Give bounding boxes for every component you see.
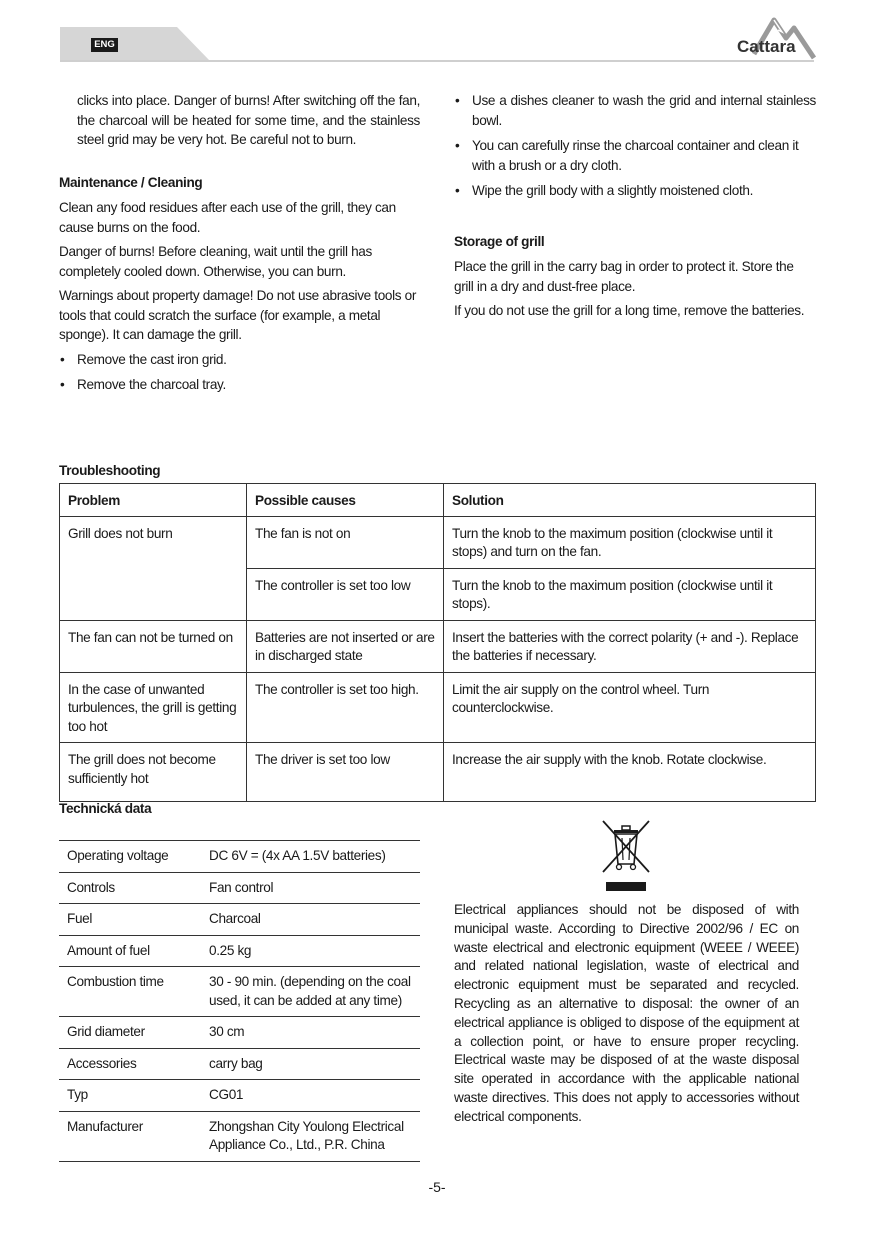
table-row: [59, 904, 420, 936]
header-rule: [60, 60, 814, 62]
spec-label: Operating voltage: [59, 841, 201, 873]
table-header-row: [60, 484, 816, 517]
header-band: [60, 27, 210, 61]
left-column: [59, 91, 420, 395]
language-badge: ENG: [91, 38, 118, 52]
maintenance-paragraph-1: Clean any food residues after each use of the grill, they can cause burns on the food.: [59, 200, 396, 235]
spec-value: 30 cm: [201, 1017, 420, 1049]
problem-cell: The grill does not become sufficiently hot: [60, 743, 247, 802]
weee-paragraph: Electrical appliances should not be disposed of with municipal waste. According to Directive 2002/96 / EC on waste electrical and electronic equipment (WEEE / WEEE) and related national legislation, waste of electrical and electronic equipment must be separated and recycled. Recycling as an alternative to disposal: the owner of an electrical appliance is obliged to dispose of the equipment at a collection point, or have to ensure proper recycling. Electrical waste may be disposed of at the waste disposal site operated in accordance with the applicable national waste directives. This does not apply to accessories without electrical components.: [454, 902, 799, 1124]
list-item: • Remove the cast iron grid.: [59, 350, 420, 370]
list-item: • Remove the charcoal tray.: [59, 375, 420, 395]
spec-label: Amount of fuel: [59, 935, 201, 967]
list-item: • You can carefully rinse the charcoal container and clean it with a brush or a dry cloth.: [454, 136, 816, 175]
solution-cell: Limit the air supply on the control wheel. Turn counterclockwise.: [444, 672, 816, 743]
brand-name: Cattara: [737, 37, 796, 56]
troubleshooting-heading: Troubleshooting: [59, 463, 161, 478]
header-solution: Solution: [444, 484, 816, 517]
list-item: • Wipe the grill body with a slightly moistened cloth.: [454, 181, 816, 201]
cleaning-bullet-list: [454, 91, 816, 201]
spec-label: Controls: [59, 872, 201, 904]
spec-value: DC 6V = (4x AA 1.5V batteries): [201, 841, 420, 873]
cause-cell: The controller is set too high.: [247, 672, 444, 743]
storage-paragraph-1: Place the grill in the carry bag in order to protect it. Store the grill in a dry and dust-free place.: [454, 259, 794, 294]
table-row: [60, 672, 816, 743]
spec-value: 0.25 kg: [201, 935, 420, 967]
table-row: [60, 743, 816, 802]
table-row: [59, 1111, 420, 1161]
weee-crossed-bin-icon: [600, 820, 652, 894]
spec-value: carry bag: [201, 1048, 420, 1080]
cause-cell: The controller is set too low: [247, 568, 444, 620]
problem-cell: In the case of unwanted turbulences, the grill is getting too hot: [60, 672, 247, 743]
table-row: [59, 1017, 420, 1049]
tech-data-heading: Technická data: [59, 801, 152, 816]
table-row: [59, 1048, 420, 1080]
table-row: [59, 1080, 420, 1112]
page-number: -5-: [428, 1179, 446, 1195]
maintenance-paragraph-2: Danger of burns! Before cleaning, wait until the grill has completely cooled down. Otherwise, you can burn.: [59, 244, 372, 279]
spec-value: Fan control: [201, 872, 420, 904]
solution-cell: Turn the knob to the maximum position (clockwise until it stops) and turn on the fan.: [444, 516, 816, 568]
table-row: [60, 620, 816, 672]
header-problem: Problem: [60, 484, 247, 517]
table-row: [59, 967, 420, 1017]
header-causes: Possible causes: [247, 484, 444, 517]
solution-cell: Turn the knob to the maximum position (clockwise until it stops).: [444, 568, 816, 620]
spec-value: 30 - 90 min. (depending on the coal used, it can be added at any time): [201, 967, 420, 1017]
spec-value: Charcoal: [201, 904, 420, 936]
table-row: [59, 841, 420, 873]
maintenance-bullet-list: [59, 350, 420, 395]
table-row: [59, 872, 420, 904]
storage-heading: Storage of grill: [454, 233, 545, 249]
right-column: [454, 91, 816, 321]
cause-cell: The driver is set too low: [247, 743, 444, 802]
spec-value: CG01: [201, 1080, 420, 1112]
solution-cell: Increase the air supply with the knob. Rotate clockwise.: [444, 743, 816, 802]
storage-paragraph-2: If you do not use the grill for a long time, remove the batteries.: [454, 303, 805, 318]
table-row: [60, 516, 816, 568]
spec-label: Grid diameter: [59, 1017, 201, 1049]
troubleshooting-table: [59, 483, 816, 802]
table-row: [59, 935, 420, 967]
solution-cell: Insert the batteries with the correct polarity (+ and -). Replace the batteries if necessary.: [444, 620, 816, 672]
spec-label: Fuel: [59, 904, 201, 936]
problem-cell: The fan can not be turned on: [60, 620, 247, 672]
problem-cell: Grill does not burn: [60, 516, 247, 620]
cause-cell: Batteries are not inserted or are in discharged state: [247, 620, 444, 672]
spec-value: Zhongshan City Youlong Electrical Appliance Co., Ltd., P.R. China: [201, 1111, 420, 1161]
cause-cell: The fan is not on: [247, 516, 444, 568]
list-item: • Use a dishes cleaner to wash the grid and internal stainless bowl.: [454, 91, 816, 130]
spec-label: Combustion time: [59, 967, 201, 1017]
spec-label: Manufacturer: [59, 1111, 201, 1161]
spec-label: Accessories: [59, 1048, 201, 1080]
intro-paragraph: clicks into place. Danger of burns! After switching off the fan, the charcoal will be heated for some time, and the stainless steel grid may be very hot. Be careful not to burn.: [77, 93, 420, 147]
maintenance-heading: Maintenance / Cleaning: [59, 174, 203, 190]
tech-data-table: [59, 840, 420, 1162]
spec-label: Typ: [59, 1080, 201, 1112]
maintenance-paragraph-3: Warnings about property damage! Do not use abrasive tools or tools that could scratch the surface (for example, a metal sponge). It can damage the grill.: [59, 288, 417, 342]
